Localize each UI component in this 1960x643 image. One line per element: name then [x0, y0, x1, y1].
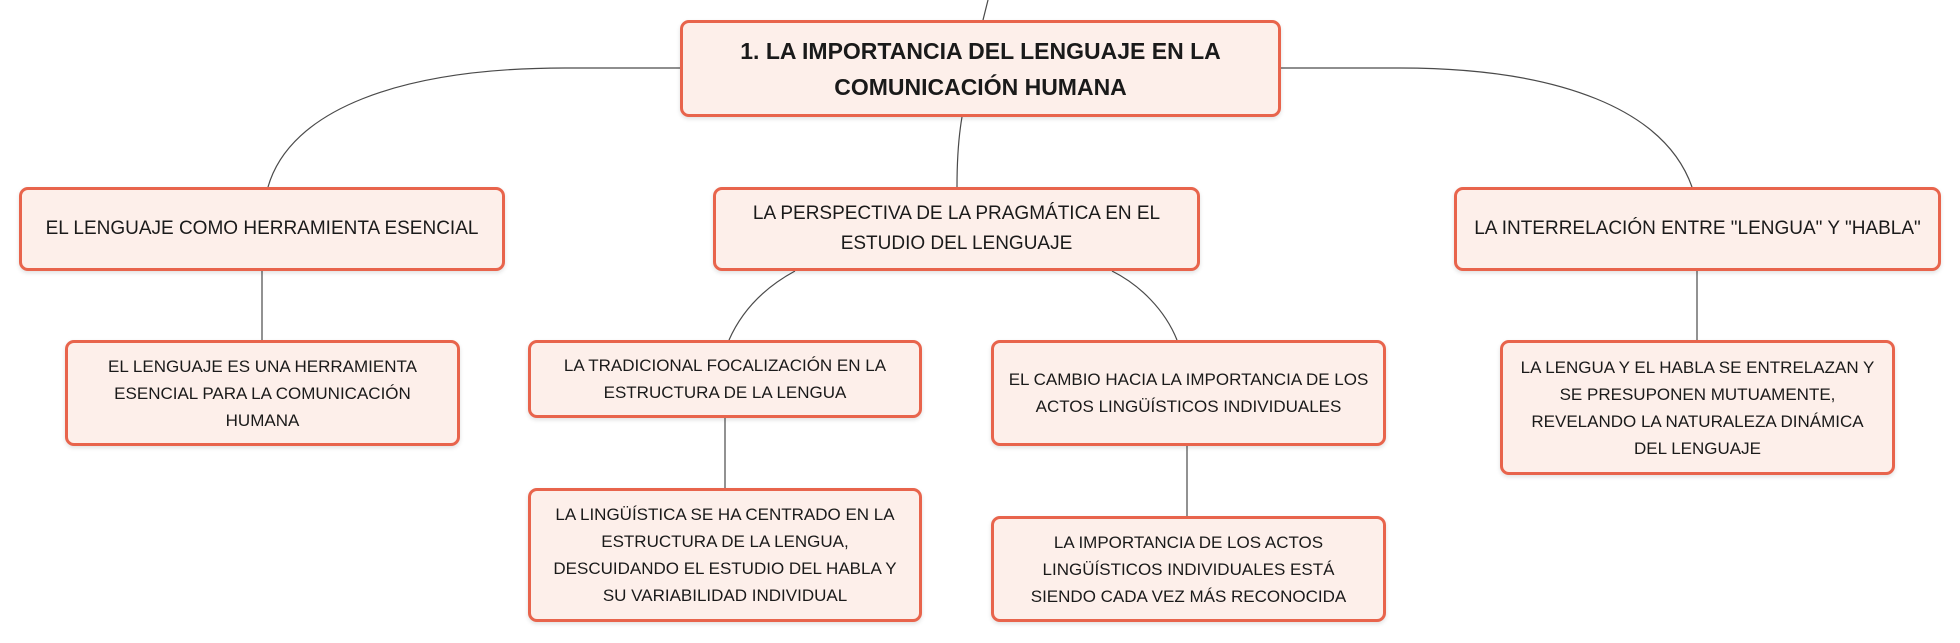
connector-root-to-pragmatica	[957, 117, 962, 187]
connector-pragmatica-to-focalizacion	[729, 271, 795, 340]
subtopic-focalizacion-detail-node[interactable]	[528, 488, 922, 622]
topic-herramienta-text: EL LENGUAJE COMO HERRAMIENTA ESENCIAL	[45, 218, 479, 239]
root-topic-text: 1. LA IMPORTANCIA DEL LENGUAJE EN LA COMUNICACIÓN HUMANA	[740, 37, 1221, 100]
connector-root-to-interrelacion	[1281, 68, 1692, 187]
subtopic-focalizacion-node[interactable]	[528, 340, 922, 418]
subtopic-cambio-detail-text: LA IMPORTANCIA DE LOS ACTOS LINGÜÍSTICOS INDIVIDUALES ESTÁ SIENDO CADA VEZ MÁS RECONOCIDA	[1030, 532, 1347, 606]
topic-herramienta-node[interactable]	[19, 187, 505, 271]
subtopic-cambio-detail-node[interactable]	[991, 516, 1386, 622]
topic-pragmatica-text: LA PERSPECTIVA DE LA PRAGMÁTICA EN EL ESTUDIO DEL LENGUAJE	[752, 203, 1161, 254]
subtopic-focalizacion-detail-text: LA LINGÜÍSTICA SE HA CENTRADO EN LA ESTRUCTURA DE LA LENGUA, DESCUIDANDO EL ESTUDIO DEL HABLA Y SU VARIABILIDAD INDIVIDUAL	[553, 505, 897, 605]
topic-interrelacion-node[interactable]	[1454, 187, 1941, 271]
subtopic-herramienta-detail-node[interactable]	[65, 340, 460, 446]
connector-pragmatica-to-cambio	[1112, 271, 1177, 340]
subtopic-herramienta-detail-text: EL LENGUAJE ES UNA HERRAMIENTA ESENCIAL PARA LA COMUNICACIÓN HUMANA	[108, 356, 417, 430]
topic-pragmatica-node[interactable]	[713, 187, 1200, 271]
subtopic-interrelacion-detail-node[interactable]	[1500, 340, 1895, 475]
subtopic-interrelacion-detail-text: LA LENGUA Y EL HABLA SE ENTRELAZAN Y SE PRESUPONEN MUTUAMENTE, REVELANDO LA NATURALEZA DINÁMICA DEL LENGUAJE	[1520, 357, 1875, 458]
connector-parent-to-root	[983, 0, 988, 20]
topic-interrelacion-text: LA INTERRELACIÓN ENTRE "LENGUA" Y "HABLA"	[1474, 218, 1921, 239]
subtopic-cambio-text: EL CAMBIO HACIA LA IMPORTANCIA DE LOS ACTOS LINGÜÍSTICOS INDIVIDUALES	[1008, 370, 1369, 416]
subtopic-focalizacion-text: LA TRADICIONAL FOCALIZACIÓN EN LA ESTRUCTURA DE LA LENGUA	[563, 356, 887, 402]
root-topic-node[interactable]	[680, 20, 1281, 117]
subtopic-cambio-node[interactable]	[991, 340, 1386, 446]
connector-root-to-herramienta	[268, 68, 680, 187]
